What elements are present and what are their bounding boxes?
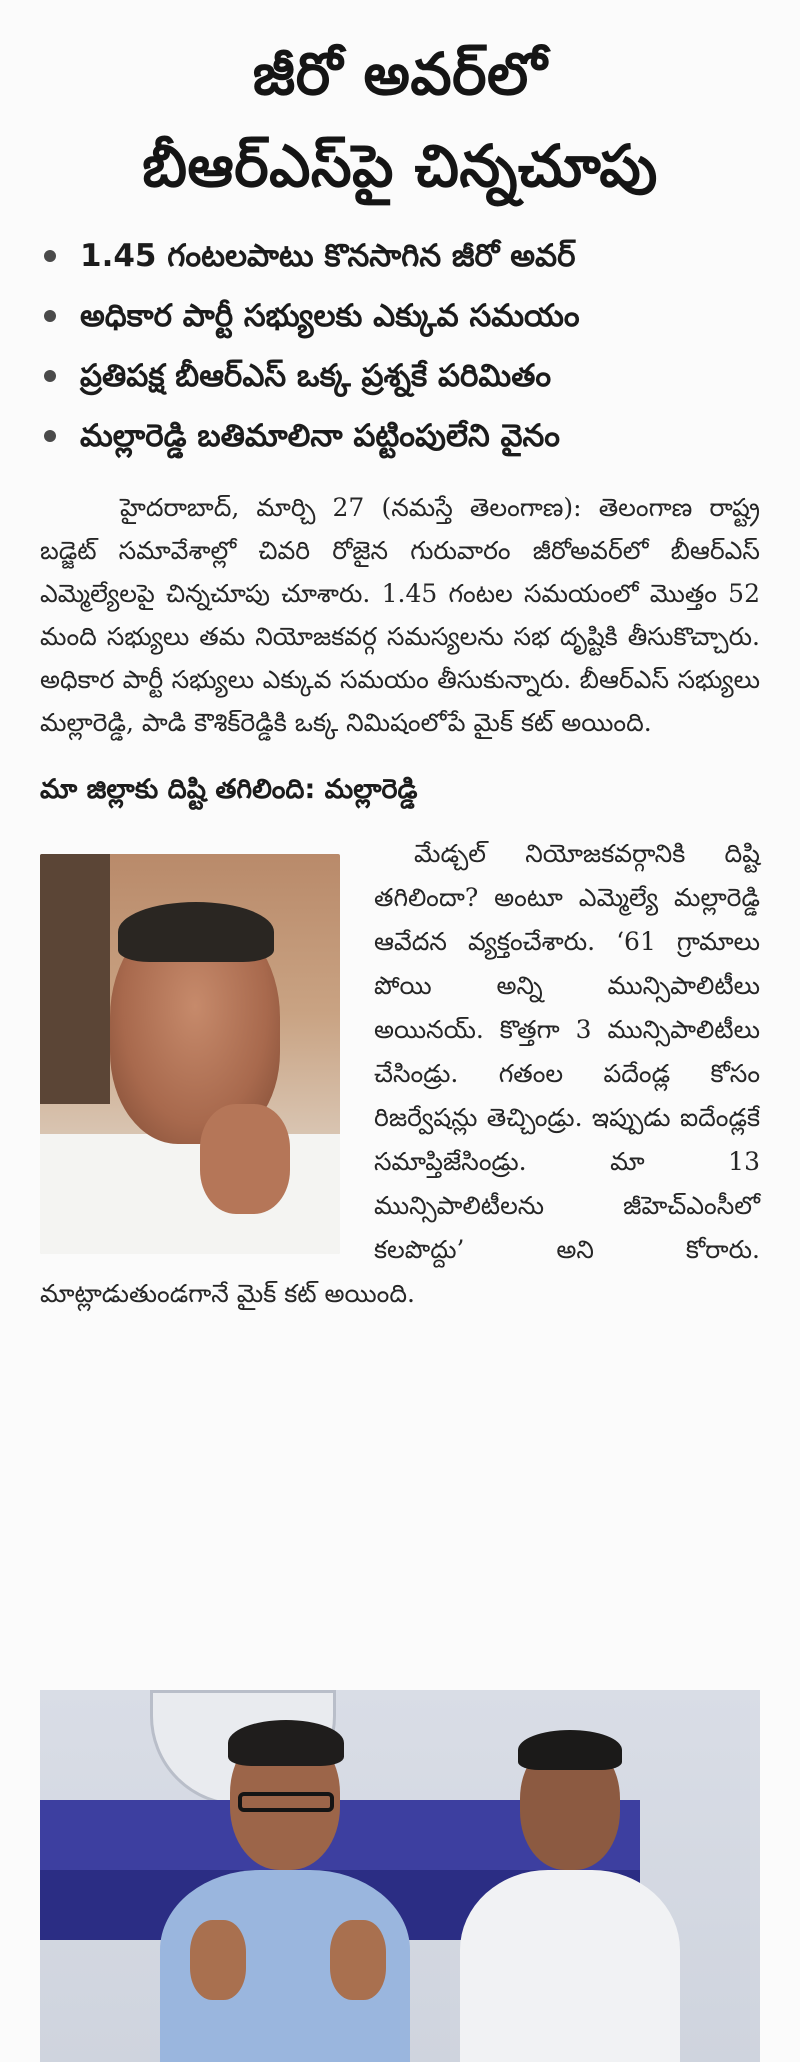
bullet-dot-icon xyxy=(44,250,56,262)
quote-paragraph-text: మేడ్చల్ నియోజకవర్గానికి దిష్టి తగిలిందా? అంటూ ఎమ్మెల్యే మల్లారెడ్డి ఆవేదన వ్యక్తంచేశారు. ‘61 గ్రామాలు పోయి అన్ని మున్సిపాలిటీలు అయినయ్. కొత్తగా 3 మున్సిపాలిటీలు చేసిండ్రు. గతంల పదేండ్ల కోసం రిజర్వేషన్లు తెచ్చిండ్రు. ఇప్పుడు ఐదేండ్లకే సమాప్తిజేసిండ్రు. మా 13 మున్సిపాలిటీలను జీహెచ్‌ఎంసీలో కలపొద్దు’ అని కోరారు. మాట్లాడుతుండగానే మైక్ కట్ అయింది. xyxy=(40,839,760,1308)
assembly-press-photo xyxy=(40,1690,760,2062)
bullet-text: అధికార పార్టీ సభ్యులకు ఎక్కువ సమయం xyxy=(80,298,580,334)
lead-paragraph: హైదరాబాద్, మార్చి 27 (నమస్తే తెలంగాణ): తెలంగాణ రాష్ట్ర బడ్జెట్ సమావేశాల్లో చివరి రోజైన గురువారం జీరోఅవర్‌లో బీఆర్‌ఎస్ ఎమ్మెల్యేలపై చిన్నచూపు చూశారు. 1.45 గంటల సమయంలో మొత్తం 52 మంది సభ్యులు తమ నియోజకవర్గ సమస్యలను సభ దృష్టికి తీసుకొచ్చారు. అధికార పార్టీ సభ్యులు ఎక్కువ సమయం తీసుకున్నారు. బీఆర్‌ఎస్ సభ్యులు మల్లారెడ్డి, పాడి కౌశిక్‌రెడ్డికి ఒక్క నిమిషంలోపే మైక్ కట్ అయింది. xyxy=(40,493,760,737)
bullet-text: మల్లారెడ్డి బతిమాలినా పట్టింపులేని వైనం xyxy=(80,418,561,454)
bullet-dot-icon xyxy=(44,370,56,382)
bullet-item xyxy=(40,226,760,286)
quote-section xyxy=(40,832,760,1316)
mallareddy-photo xyxy=(40,854,340,1254)
speaker-figure xyxy=(130,1720,430,2062)
bullet-text: 1.45 గంటలపాటు కొనసాగిన జీరో అవర్ xyxy=(80,238,576,274)
headline-line-2: బీఆర్‌ఎస్‌పై చిన్నచూపు xyxy=(142,132,658,200)
bullet-dot-icon xyxy=(44,430,56,442)
bullet-dot-icon xyxy=(44,310,56,322)
bullet-item xyxy=(40,406,760,466)
bullet-text: ప్రతిపక్ష బీఆర్‌ఎస్ ఒక్క ప్రశ్నకే పరిమితం xyxy=(80,358,552,394)
highlight-bullets xyxy=(40,226,760,466)
bullet-item xyxy=(40,346,760,406)
headline-line-1: జీరో అవర్‌లో xyxy=(252,40,548,108)
headline xyxy=(40,0,760,212)
subheading: మా జిల్లాకు దిష్టి తగిలింది: మల్లారెడ్డి xyxy=(40,774,418,805)
bullet-item xyxy=(40,286,760,346)
second-figure xyxy=(450,1730,690,2062)
